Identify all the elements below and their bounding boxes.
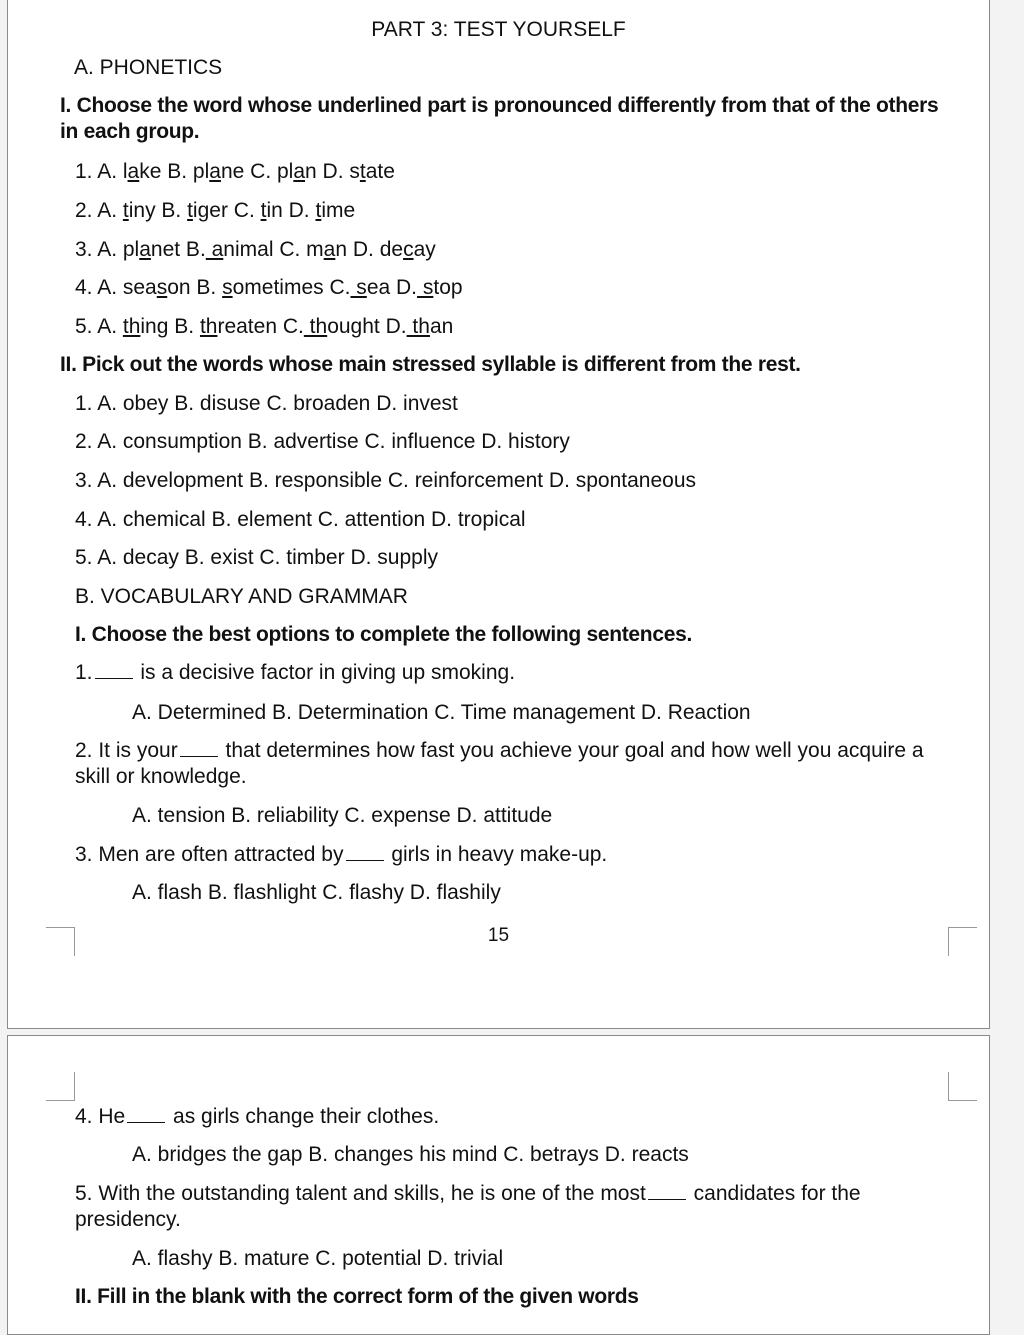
stress-item-1: 1. A. obey B. disuse C. broaden D. invest xyxy=(75,392,458,415)
phonetics-item-1: 1. A. lake B. plane C. plan D. state xyxy=(75,160,395,183)
question-1-options: A. Determined B. Determination C. Time management D. Reaction xyxy=(132,701,751,724)
section-b-heading: B. VOCABULARY AND GRAMMAR xyxy=(75,585,408,608)
document-page-15 xyxy=(7,0,990,1029)
question-5-options: A. flashy B. mature C. potential D. trivial xyxy=(132,1247,504,1270)
question-4-options: A. bridges the gap B. changes his mind C. betrays D. reacts xyxy=(132,1143,689,1166)
crop-mark-top-left xyxy=(46,1072,75,1101)
question-5: 5. With the outstanding talent and skills, he is one of the most candidates for the presidency. xyxy=(75,1182,861,1231)
answer-blank xyxy=(346,842,384,861)
phonetics-part2-instruction: II. Pick out the words whose main stressed syllable is different from the rest. xyxy=(60,353,801,376)
vocab-part1-instruction: I. Choose the best options to complete the following sentences. xyxy=(75,623,692,646)
phonetics-part1-instruction: I. Choose the word whose underlined part is pronounced differently from that of the others in each group. xyxy=(60,94,939,143)
phonetics-item-2: 2. A. tiny B. tiger C. tin D. time xyxy=(75,199,356,222)
phonetics-item-4: 4. A. season B. sometimes C. sea D. stop xyxy=(75,276,463,299)
answer-blank xyxy=(648,1181,686,1200)
stress-item-5: 5. A. decay B. exist C. timber D. supply xyxy=(75,546,438,569)
question-3-options: A. flash B. flashlight C. flashy D. flashily xyxy=(132,881,501,904)
phonetics-item-3: 3. A. planet B. animal C. man D. decay xyxy=(75,238,436,261)
crop-mark-top-right xyxy=(948,1072,977,1101)
question-3: 3. Men are often attracted by girls in heavy make-up. xyxy=(75,843,608,866)
question-2-options: A. tension B. reliability C. expense D. attitude xyxy=(132,804,553,827)
phonetics-item-5: 5. A. thing B. threaten C. thought D. than xyxy=(75,315,454,338)
answer-blank xyxy=(127,1104,165,1123)
section-a-heading: A. PHONETICS xyxy=(74,56,223,79)
page-title: PART 3: TEST YOURSELF xyxy=(371,18,626,41)
question-4: 4. He as girls change their clothes. xyxy=(75,1105,440,1128)
stress-item-3: 3. A. development B. responsible C. reinforcement D. spontaneous xyxy=(75,469,697,492)
scrollbar-track[interactable] xyxy=(992,0,1024,1295)
page-number: 15 xyxy=(487,925,510,946)
vocab-part2-instruction-cutoff: II. Fill in the blank with the correct form of the given words xyxy=(75,1285,639,1308)
question-2: 2. It is your that determines how fast you achieve your goal and how well you acquire a skill or knowledge. xyxy=(75,739,924,788)
document-page-16 xyxy=(7,1035,990,1335)
stress-item-4: 4. A. chemical B. element C. attention D. tropical xyxy=(75,508,526,531)
answer-blank xyxy=(180,738,218,757)
stress-item-2: 2. A. consumption B. advertise C. influence D. history xyxy=(75,430,570,453)
answer-blank xyxy=(95,660,133,679)
question-1: 1. is a decisive factor in giving up smoking. xyxy=(75,661,516,684)
